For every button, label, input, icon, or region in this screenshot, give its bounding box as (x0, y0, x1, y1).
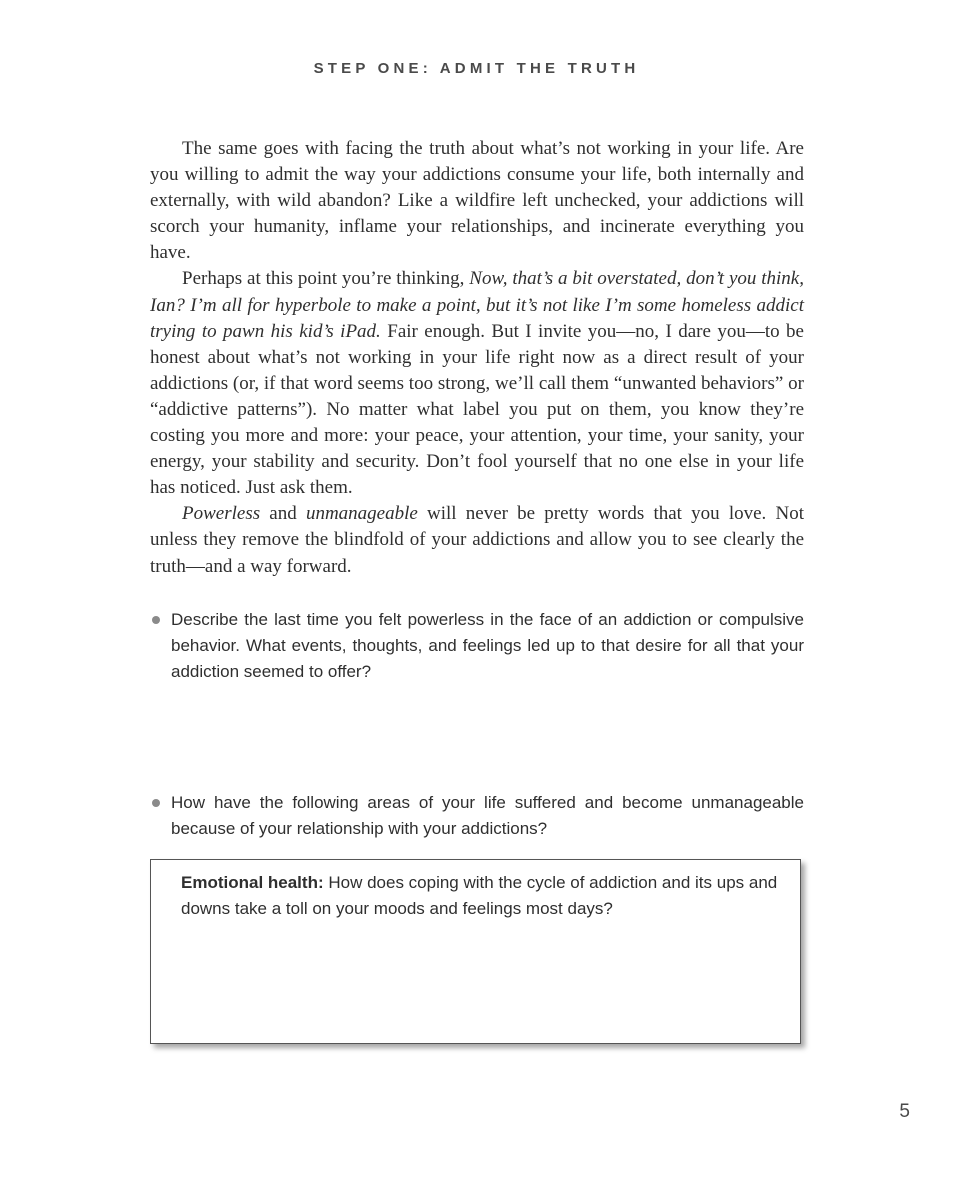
paragraph-3-and: and (260, 503, 306, 525)
answer-box-question: How does coping with the cycle of addiction and its ups and downs take a toll on your moods and feelings most days? (181, 873, 778, 918)
answer-box-label: Emotional health: (181, 873, 324, 892)
bullet-dot-icon (152, 799, 160, 807)
paragraph-2-italic: Now, that’s a bit overstated, don’t you think, Ian? I’m all for hyperbole to make a point, but it’s not like I’m some homeless addict trying to pawn his kid’s iPad. (150, 268, 804, 342)
answer-box-prompt (181, 870, 781, 922)
paragraph-2-lead: Perhaps at this point you’re thinking, (182, 268, 470, 290)
answer-box-emotional-health[interactable] (150, 859, 801, 1044)
question-2-text: How have the following areas of your life suffered and become unmanageable because of your relationship with your addictions? (171, 793, 804, 838)
bullet-dot-icon (152, 616, 160, 624)
paragraph-2-rest: Fair enough. But I invite you—no, I dare you—to be honest about what’s not working in your life right now as a direct result of your addictions (or, if that word seems too strong, we’ll call them “unwanted behaviors” or “addictive patterns”). No matter what label you put on them, you know they’re costing you more and more: your peace, your attention, your time, your sanity, your energy, your stability and security. Don’t fool yourself that no one else in your life has noticed. Just ask them. (150, 320, 804, 499)
question-1 (150, 607, 804, 685)
paragraph-2 (150, 266, 804, 501)
paragraph-1: The same goes with facing the truth about what’s not working in your life. Are you willing to admit the way your addictions consume your life, both internally and externally, with wild abandon? Like a wildfire left unchecked, your addictions will scorch your humanity, inflame your relationships, and incinerate everything you have. (150, 138, 804, 264)
running-header: STEP ONE: ADMIT THE TRUTH (313, 60, 640, 77)
question-2 (150, 790, 804, 842)
body-text (150, 136, 804, 580)
page-number: 5 (899, 1101, 910, 1122)
paragraph-3 (150, 501, 804, 579)
paragraph-3-italic-unmanageable: unmanageable (305, 503, 418, 525)
paragraph-3-rest: will never be pretty words that you love. Not unless they remove the blindfold of your addictions and allow you to see clearly the truth—and a way forward. (150, 503, 804, 577)
question-1-text: Describe the last time you felt powerless in the face of an addiction or compulsive behavior. What events, thoughts, and feelings led up to that desire for all that your addiction seemed to offer? (171, 610, 804, 681)
paragraph-3-italic-powerless: Powerless (182, 503, 261, 525)
